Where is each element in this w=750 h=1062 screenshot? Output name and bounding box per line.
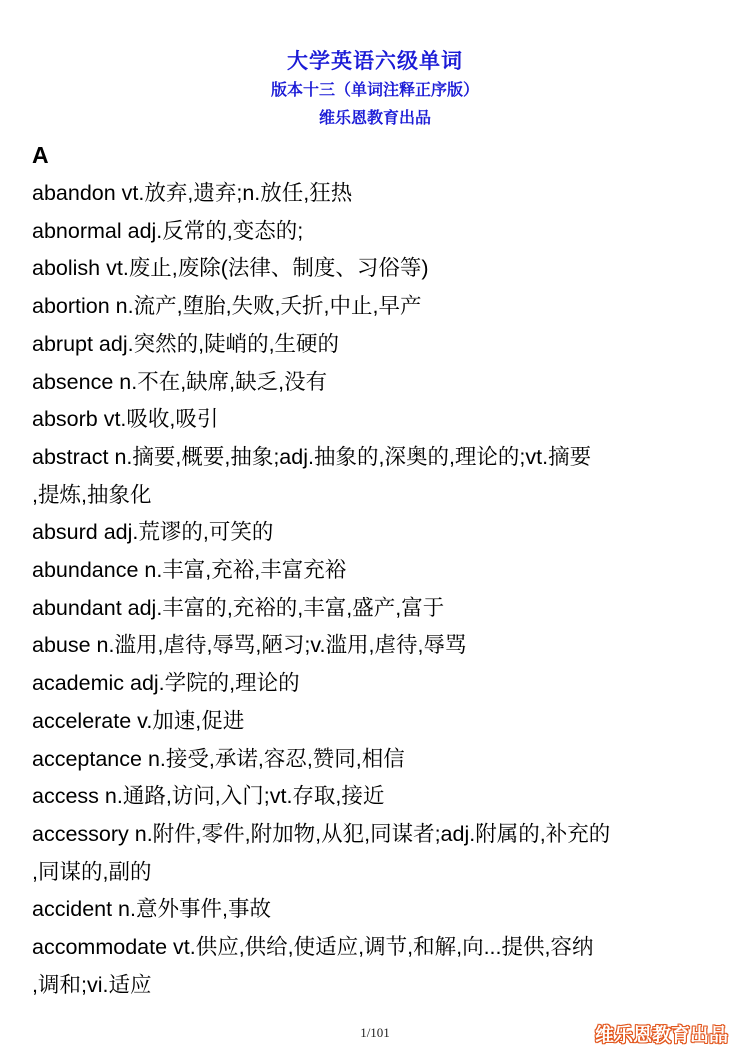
vocabulary-entry: abundance n.丰富,充裕,丰富充裕 [32, 558, 347, 583]
vocabulary-entry: abundant adj.丰富的,充裕的,丰富,盛产,富于 [32, 595, 445, 620]
vocabulary-entry: abrupt adj.突然的,陡峭的,生硬的 [32, 331, 340, 356]
vocabulary-entry: absence n.不在,缺席,缺乏,没有 [32, 369, 328, 394]
vocabulary-entry: accommodate vt.供应,供给,使适应,调节,和解,向...提供,容纳 ,调和;vi.适应 [32, 935, 594, 997]
vocabulary-entry: accelerate v.加速,促进 [32, 708, 245, 733]
vocabulary-entry: absurd adj.荒谬的,可笑的 [32, 520, 274, 545]
vocabulary-entry: accident n.意外事件,事故 [32, 897, 271, 922]
vocabulary-entry: access n.通路,访问,入门;vt.存取,接近 [32, 784, 385, 809]
vocabulary-entry: abnormal adj.反常的,变态的; [32, 218, 304, 243]
document-title: 大学英语六级单词 [287, 49, 463, 73]
section-heading: A [32, 142, 49, 168]
vocabulary-entry: acceptance n.接受,承诺,容忍,赞同,相信 [32, 746, 405, 771]
vocabulary-entry: abuse n.滥用,虐待,辱骂,陋习;v.滥用,虐待,辱骂 [32, 633, 467, 658]
document-subtitle: 版本十三（单词注释正序版） [270, 80, 479, 99]
vocabulary-list [32, 175, 722, 1004]
vocabulary-entry: abandon vt.放弃,遗弃;n.放任,狂热 [32, 181, 353, 205]
vocabulary-entry: academic adj.学院的,理论的 [32, 671, 300, 696]
vocabulary-entry: accessory n.附件,零件,附加物,从犯,同谋者;adj.附属的,补充的 ,同谋的,副的 [32, 821, 611, 884]
publisher-watermark: 维乐恩教育出品 [594, 1024, 728, 1046]
vocabulary-entry: abortion n.流产,堕胎,失败,夭折,中止,早产 [32, 294, 422, 319]
vocabulary-entry: absorb vt.吸收,吸引 [32, 407, 219, 432]
document-publisher: 维乐恩教育出品 [318, 108, 431, 127]
vocabulary-entry: abstract n.摘要,概要,抽象;adj.抽象的,深奥的,理论的;vt.摘要 ,提炼,抽象化 [32, 444, 592, 507]
document-header [0, 46, 750, 132]
vocabulary-entry: abolish vt.废止,废除(法律、制度、习俗等) [32, 256, 429, 281]
page-number: 1/101 [360, 1025, 390, 1040]
